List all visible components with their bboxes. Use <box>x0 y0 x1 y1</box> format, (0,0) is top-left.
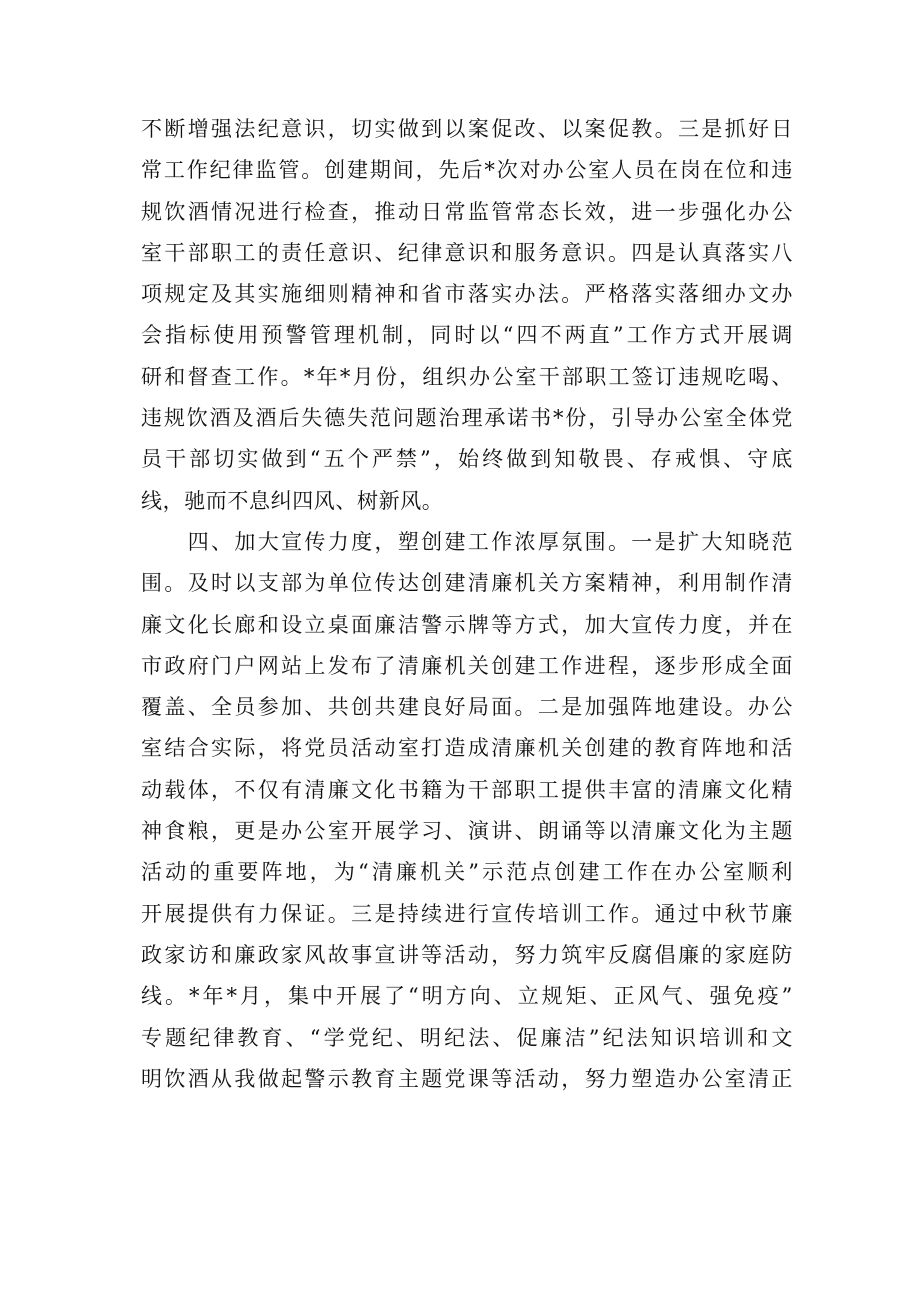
text-line: 开展提供有力保证。三是持续进行宣传培训工作。通过中秋节廉 <box>141 901 793 926</box>
text-line: 神食粮，更是办公室开展学习、演讲、朗诵等以清廉文化为主题 <box>141 819 793 844</box>
text-line: 室干部职工的责任意识、纪律意识和服务意识。四是认真落实八 <box>141 240 793 265</box>
text-line: 市政府门户网站上发布了清廉机关创建工作进程，逐步形成全面 <box>141 653 793 678</box>
text-line: 四、加大宣传力度，塑创建工作浓厚氛围。一是扩大知晓范 <box>141 529 793 554</box>
text-line: 专题纪律教育、“学党纪、明纪法、促廉洁”纪法知识培训和文 <box>141 1025 793 1050</box>
text-line: 常工作纪律监管。创建期间，先后*次对办公室人员在岗在位和违 <box>141 158 793 183</box>
text-line: 明饮酒从我做起警示教育主题党课等活动，努力塑造办公室清正 <box>141 1066 793 1091</box>
text-line: 动载体，不仅有清廉文化书籍为干部职工提供丰富的清廉文化精 <box>141 777 793 802</box>
text-line: 廉文化长廊和设立桌面廉洁警示牌等方式，加大宣传力度，并在 <box>141 612 793 637</box>
text-line: 覆盖、全员参加、共创共建良好局面。二是加强阵地建设。办公 <box>141 695 793 720</box>
text-line: 不断增强法纪意识，切实做到以案促改、以案促教。三是抓好日 <box>141 117 793 141</box>
text-line: 活动的重要阵地，为“清廉机关”示范点创建工作在办公室顺利 <box>141 860 793 885</box>
text-line: 室结合实际，将党员活动室打造成清廉机关创建的教育阵地和活 <box>141 736 793 761</box>
document-body <box>141 109 793 1100</box>
text-line: 研和督查工作。*年*月份，组织办公室干部职工签订违规吃喝、 <box>141 364 793 389</box>
text-line: 线。*年*月，集中开展了“明方向、立规矩、正风气、强免疫” <box>141 984 793 1009</box>
text-line: 线，驰而不息纠四风、树新风。 <box>141 488 444 513</box>
text-line: 违规饮酒及酒后失德失范问题治理承诺书*份，引导办公室全体党 <box>141 406 793 431</box>
text-line: 围。及时以支部为单位传达创建清廉机关方案精神，利用制作清 <box>141 571 793 596</box>
paragraph-1 <box>141 109 793 522</box>
text-line: 项规定及其实施细则精神和省市落实办法。严格落实落细办文办 <box>141 282 793 307</box>
text-line: 会指标使用预警管理机制，同时以“四不两直”工作方式开展调 <box>141 323 793 348</box>
text-line: 规饮酒情况进行检查，推动日常监管常态长效，进一步强化办公 <box>141 199 793 224</box>
paragraph-2 <box>141 522 793 1100</box>
text-line: 政家访和廉政家风故事宣讲等活动，努力筑牢反腐倡廉的家庭防 <box>141 942 793 967</box>
text-line: 员干部切实做到“五个严禁”，始终做到知敬畏、存戒惧、守底 <box>141 447 793 472</box>
